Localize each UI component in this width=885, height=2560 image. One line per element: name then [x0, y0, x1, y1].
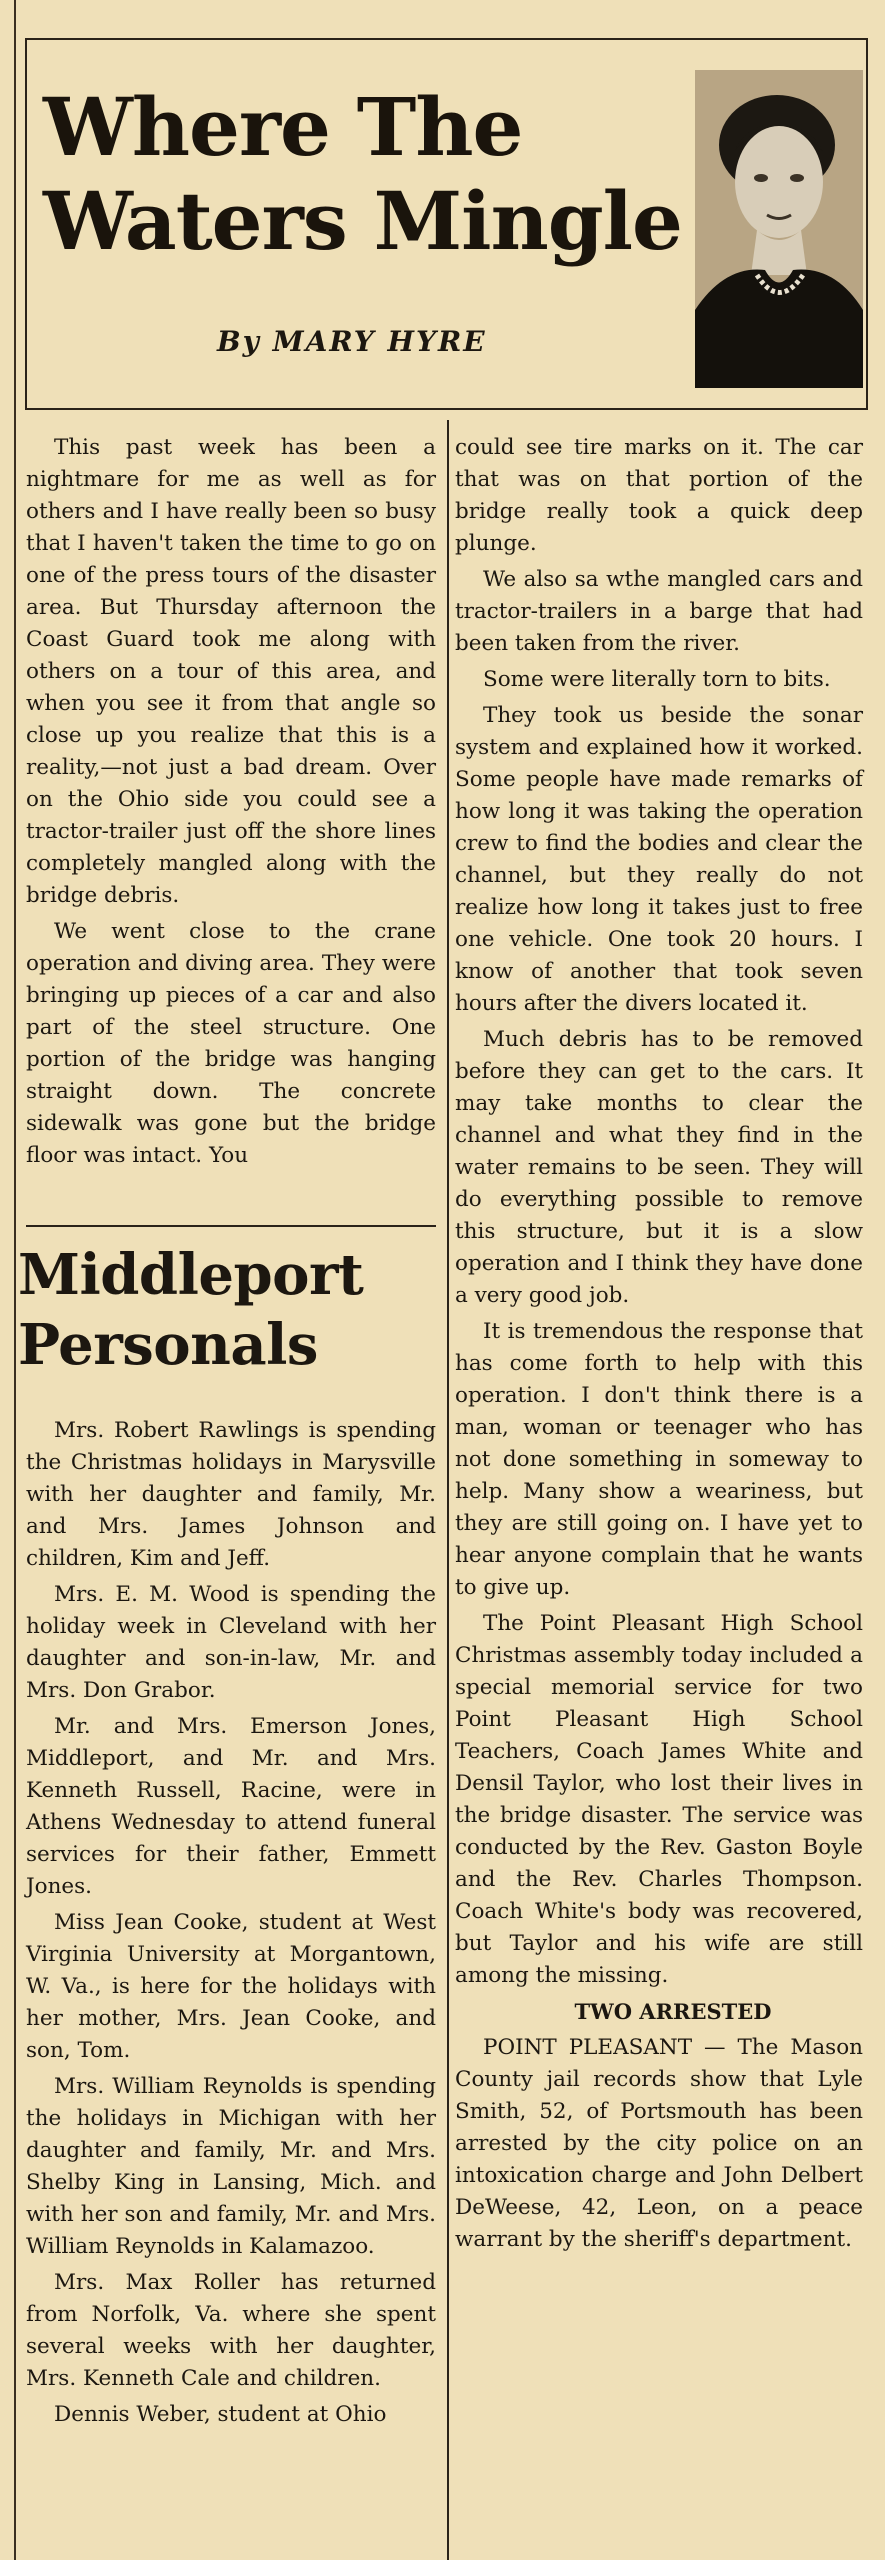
article-paragraph: could see tire marks on it. The car that was on that portion of the bridge really took a quick deep plunge. [455, 435, 863, 556]
column-rule [447, 420, 449, 2560]
article-column-right [455, 432, 863, 2260]
personals-column [26, 1415, 436, 2435]
article-paragraph: They took us beside the sonar system and explained how it worked. Some people have made remarks of how long it was taking the operation crew to find the bodies and clear the channel, but they really do not realize how long it takes just to free one vehicle. One took 20 hours. I know of another that took seven hours after the divers located it. [455, 703, 863, 1016]
section-title: Middleport Personals [18, 1242, 364, 1378]
personal-item: Mrs. Max Roller has returned from Norfolk, Va. where she spent several weeks with her daughter, Mrs. Kenneth Cale and children. [26, 2270, 436, 2391]
adjacent-column-edge [0, 0, 16, 2560]
section-divider [26, 1225, 436, 1227]
personal-item: Mrs. Robert Rawlings is spending the Christmas holidays in Marysville with her daughter and family, Mr. and Mrs. James Johnson and children, Kim and Jeff. [26, 1418, 436, 1571]
article-paragraph: We also sa wthe mangled cars and tractor-trailers in a barge that had been taken from the river. [455, 567, 863, 656]
personal-item: Mr. and Mrs. Emerson Jones, Middleport, and Mr. and Mrs. Kenneth Russell, Racine, were in Athens Wednesday to attend funeral services for their father, Emmett Jones. [26, 1714, 436, 1899]
article-paragraph: We went close to the crane operation and diving area. They were bringing up pieces of a car and also part of the steel structure. One portion of the bridge was hanging straight down. The concrete sidewalk was gone but the bridge floor was intact. You [26, 919, 436, 1168]
column-header-box [25, 38, 868, 410]
personal-item: Mrs. E. M. Wood is spending the holiday week in Cleveland with her daughter and son-in-law, Mr. and Mrs. Don Grabor. [26, 1582, 436, 1703]
column-title: Where The Waters Mingle [43, 80, 682, 268]
author-photo [695, 70, 863, 388]
article-paragraph: Some were literally torn to bits. [483, 667, 831, 692]
personal-item: Miss Jean Cooke, student at West Virginia University at Morgantown, W. Va., is here for the holidays with her mother, Mrs. Jean Cooke, and son, Tom. [26, 1910, 436, 2063]
byline: By MARY HYRE [217, 325, 487, 358]
personal-item: Dennis Weber, student at Ohio [54, 2402, 387, 2427]
news-headline: TWO ARRESTED [574, 1999, 772, 2024]
news-body: POINT PLEASANT — The Mason County jail records show that Lyle Smith, 52, of Portsmouth has been arrested by the city police on an intoxication charge and John Delbert DeWeese, 42, Leon, on a peace warrant by the sheriff's department. [455, 2035, 863, 2252]
article-paragraph: Much debris has to be removed before they can get to the cars. It may take months to clear the channel and what they find in the water remains to be seen. They will do everything possible to remove this structure, but it is a slow operation and I think they have done a very good job. [455, 1027, 863, 1308]
article-paragraph: It is tremendous the response that has come forth to help with this operation. I don't think there is a man, woman or teenager who has not done something in someway to help. Many show a weariness, but they are still going on. I have yet to hear anyone complain that he wants to give up. [455, 1319, 863, 1600]
article-paragraph: The Point Pleasant High School Christmas assembly today included a special memorial service for two Point Pleasant High School Teachers, Coach James White and Densil Taylor, who lost their lives in the bridge disaster. The service was conducted by the Rev. Gaston Boyle and the Rev. Charles Thompson. Coach White's body was recovered, but Taylor and his wife are still among the missing. [455, 1611, 863, 1988]
article-column-left [26, 432, 436, 1176]
personal-item: Mrs. William Reynolds is spending the holidays in Michigan with her daughter and family, Mr. and Mrs. Shelby King in Lansing, Mich. and with her son and family, Mr. and Mrs. William Reynolds in Kalamazoo. [26, 2074, 436, 2259]
article-paragraph: This past week has been a nightmare for me as well as for others and I have really been so busy that I haven't taken the time to go on one of the press tours of the disaster area. But Thursday afternoon the Coast Guard took me along with others on a tour of this area, and when you see it from that angle so close up you realize that this is a reality,—not just a bad dream. Over on the Ohio side you could see a tractor-trailer just off the shore lines completely mangled along with the bridge debris. [26, 435, 436, 908]
